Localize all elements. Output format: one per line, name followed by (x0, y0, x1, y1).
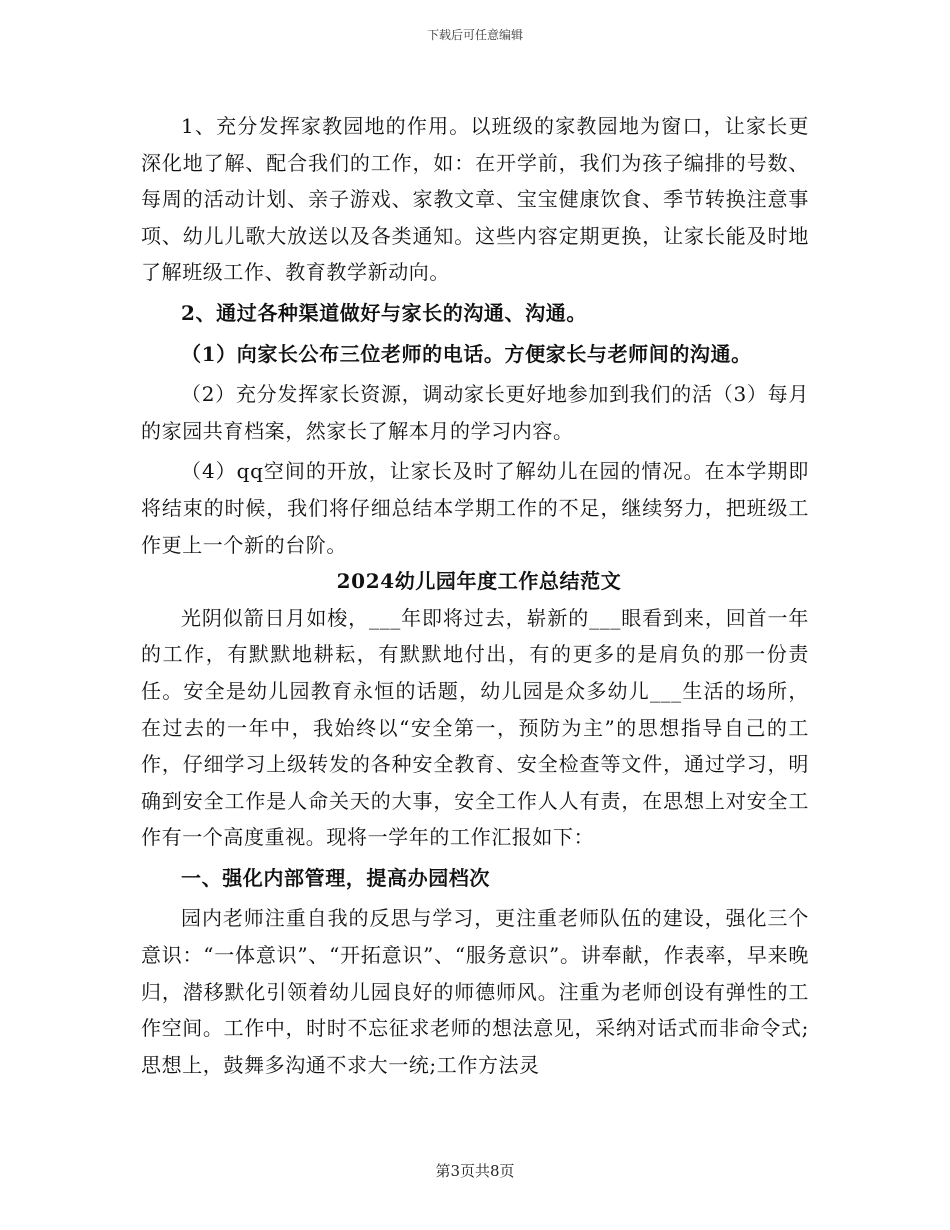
paragraph-intro: 光阴似箭日月如梭，___年即将过去，崭新的___眼看到来，回首一年的工作，有默默地耕耘，有默默地付出，有的更多的是肩负的那一份责任。安全是幼儿园教育永恒的话题，幼儿园是众多幼儿___生活的场所，在过去的一年中，我始终以“安全第一，预防为主”的思想指导自己的工作，仔细学习上级转发的各种安全教育、安全检查等文件，通过学习，明确到安全工作是人命关天的大事，安全工作人人有责，在思想上对安全工作有一个高度重视。现将一学年的工作汇报如下： (141, 605, 809, 850)
page-number: 第3页共8页 (435, 1162, 515, 1180)
document-body (141, 108, 809, 1083)
paragraph-qq-space: （4）qq空间的开放，让家长及时了解幼儿在园的情况。在本学期即将结束的时候，我们将仔细总结本学期工作的不足，继续努力，把班级工作更上一个新的台阶。 (141, 459, 809, 557)
paragraph-communication-heading: 2、通过各种渠道做好与家长的沟通、沟通。 (181, 300, 587, 325)
section-heading-internal-management: 一、强化内部管理，提高办园档次 (181, 865, 490, 890)
document-title: 2024幼儿园年度工作总结范文 (336, 569, 622, 594)
paragraph-parent-resources: （2）充分发挥家长资源，调动家长更好地参加到我们的活（3）每月的家园共育档案，然家长了解本月的学习内容。 (141, 382, 809, 443)
paragraph-teacher-phone: （1）向家长公布三位老师的电话。方便家长与老师间的沟通。 (181, 341, 752, 366)
page-header: 下载后可任意编辑 (426, 28, 523, 42)
paragraph-home-school-corner: 1、充分发挥家教园地的作用。以班级的家教园地为窗口，让家长更深化地了解、配合我们的工作，如：在开学前，我们为孩子编排的号数、每周的活动计划、亲子游戏、家教文章、宝宝健康饮食、季节转换注意事项、幼儿儿歌大放送以及各类通知。这些内容定期更换，让家长能及时地了解班级工作、教育教学新动向。 (141, 114, 809, 285)
paragraph-teacher-team: 园内老师注重自我的反思与学习，更注重老师队伍的建设，强化三个意识：“一体意识”、“开拓意识”、“服务意识”。讲奉献，作表率，早来晚归，潜移默化引领着幼儿园良好的师德师风。注重为老师创设有弹性的工作空间。工作中，时时不忘征求老师的想法意见，采纳对话式而非命令式;思想上，鼓舞多沟通不求大一统;工作方法灵 (141, 906, 809, 1077)
